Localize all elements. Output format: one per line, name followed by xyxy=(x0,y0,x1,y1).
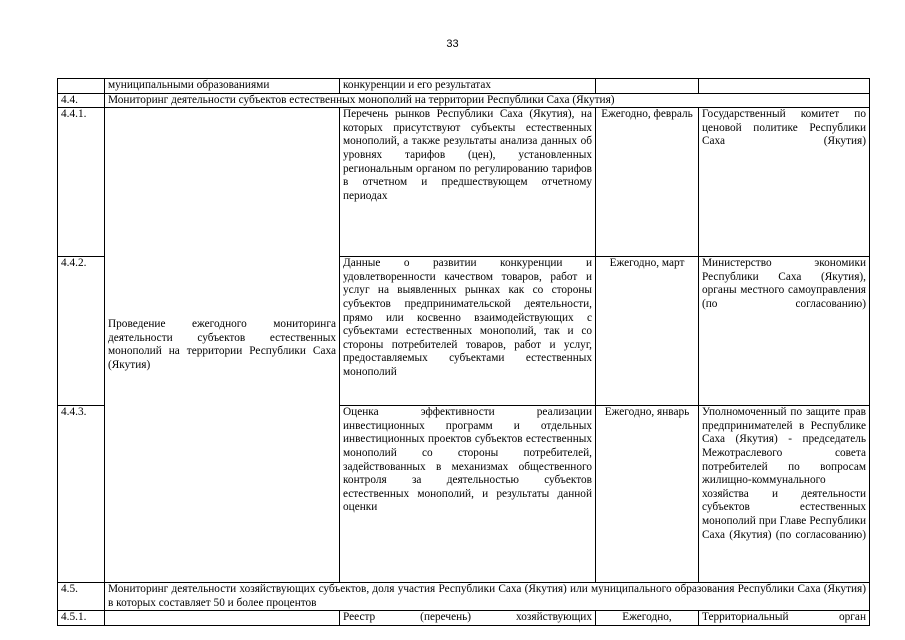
cell-action xyxy=(105,611,340,626)
executor-text: Территориальный орган xyxy=(699,611,870,626)
result-text: Данные о развитии конкуренции и удовлетворенности качеством товаров, работ и услуг на выявленных рынках как со стороны субъектов предпринимательской деятельности, прямо или косвенно взаимодействующих с субъектами естественных монополий, так и со стороны потребителей товаров, работ и услуг, предоставляемых субъектами естественных монополий xyxy=(340,257,596,406)
term-text: Ежегодно, xyxy=(596,611,699,626)
row-number: 4.5.1. xyxy=(58,611,105,626)
cell-num xyxy=(58,79,105,94)
action-text: Проведение ежегодного мониторинга деятельности субъектов естественных монополий на территории Республики Саха (Якутия) xyxy=(108,318,336,371)
row-number: 4.4.2. xyxy=(58,257,105,406)
term-text: Ежегодно, январь xyxy=(596,406,699,583)
term-text: Ежегодно, февраль xyxy=(596,108,699,257)
cell-term xyxy=(596,79,699,94)
cell-result: конкуренции и его результатах xyxy=(340,79,596,94)
section-title: Мониторинг деятельности субъектов естественных монополий на территории Республики Саха (Якутия) xyxy=(105,93,870,108)
row-number: 4.4.1. xyxy=(58,108,105,257)
executor-text: Министерство экономики Республики Саха (Якутия), органы местного самоуправления (по согласованию) xyxy=(699,257,870,406)
merged-action-cell xyxy=(105,108,340,583)
result-text: Оценка эффективности реализации инвестиционных программ и отдельных инвестиционных проектов субъектов естественных монополий со стороны потребителей, задействованных в механизмах общественного контроля за деятельностью субъектов естественных монополий, и результаты данной оценки xyxy=(340,406,596,583)
table-row-4-4-1 xyxy=(58,108,870,257)
section-title: Мониторинг деятельности хозяйствующих субъектов, доля участия Республики Саха (Якутия) или муниципального образования Республики Саха (Якутия) в которых составляет 50 и более процентов xyxy=(105,583,870,611)
result-text: Перечень рынков Республики Саха (Якутия), на которых присутствуют субъекты естественных монополий, а также результаты анализа данных об уровнях тарифов (цен), установленных региональным органом по регулированию тарифов в отчетном и предшествующем отчетному периодах xyxy=(340,108,596,257)
table-row-continuation xyxy=(58,79,870,94)
page-number: 33 xyxy=(446,38,459,50)
result-text: Реестр (перечень) хозяйствующих xyxy=(340,611,596,626)
row-number: 4.4.3. xyxy=(58,406,105,583)
cell-action: муниципальными образованиями xyxy=(105,79,340,94)
table-row-4-5-1 xyxy=(58,611,870,626)
plan-table xyxy=(57,78,870,626)
section-row-4-4 xyxy=(58,93,870,108)
section-row-4-5 xyxy=(58,583,870,611)
executor-text: Государственный комитет по ценовой политике Республики Саха (Якутия) xyxy=(699,108,870,257)
section-number: 4.5. xyxy=(58,583,105,611)
section-number: 4.4. xyxy=(58,93,105,108)
executor-text: Уполномоченный по защите прав предпринимателей в Республике Саха (Якутия) - председатель Межотраслевого совета потребителей по вопросам жилищно-коммунального хозяйства и деятельности субъектов естественных монополий при Главе Республики Саха (Якутия) (по согласованию) xyxy=(699,406,870,583)
cell-executor xyxy=(699,79,870,94)
term-text: Ежегодно, март xyxy=(596,257,699,406)
